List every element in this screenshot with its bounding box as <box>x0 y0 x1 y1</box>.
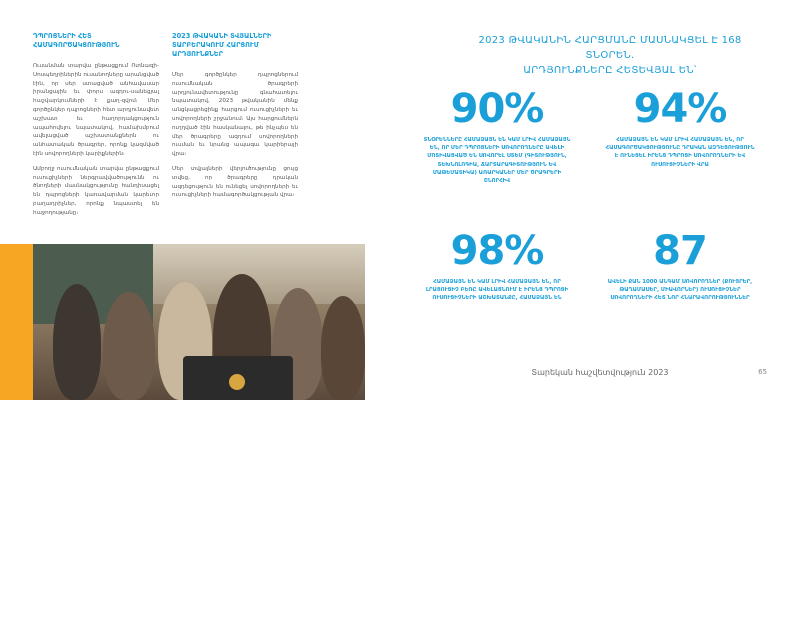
column-partnership <box>33 32 159 218</box>
stat-block <box>605 86 755 169</box>
paragraph: Ամբողջ ուսումնական տարվա ընթացքում ուսուցիչների ներգրավվածությունն ու ծնողների մասնակցությունը հանդիսացել են դպրոցների կառավարման կարեւոր բաղադրիչներ, որոնք նպաստել են հաջողությանը։ <box>33 165 159 216</box>
page-number-left: 64 <box>6 612 16 620</box>
accent-bar <box>0 244 33 620</box>
column-body <box>33 62 159 218</box>
stat-description: ԱՎԵԼԻ ՔԱՆ 1000 ԱՆԳԱՄ ՍՈՎՈՐՈՂՆԵՐ (ՔՈՒՅՐԵՐ, ԹԱՂԱՄԱՍԵՐ, ՄԻԱՎՈՐՆԵՐ) ՈՒՍՈՒՑԻՉՆԵՐ ՍՈՎՈՐՈՂՆԵՐԻ ՀԵՏ ՆՈՐ ՀՆԱՐԱՎՈՐՈՒԹՅՈՒՆՆԵՐ <box>607 279 753 302</box>
column-heading: 2023 ԹՎԱԿԱՆԻ ՏՎՅԱԼՆԵՐԻ ՏԱՐԲԵՐԱԿՈՒՄ ՀԱՐՑՈՒՄ ԱՐԴՅՈՒՆՔՆԵՐ <box>172 32 272 58</box>
stat-value: 87 <box>653 228 707 274</box>
stat-block <box>605 228 755 303</box>
laptop-logo-icon <box>229 374 245 390</box>
stat-description: ՏՆՕՐԵՆՆԵՐԸ ՀԱՄԱՁԱՅՆ ԵՆ ԿԱՄ ԼՐԻՎ ՀԱՄԱՁԱՅՆ ԵՆ, ՈՐ ՄԵՐ ԴՊՐՈՑՆԵՐԻ ՍՈՎՈՐՈՂՆԵՐԸ ԱՎԵԼԻ ՄՈՏԻՎԱՑՎԱԾ ԵՆ ՍՈՎՈՐԵԼ ՍՏԵՄ (ԳԻՏՈՒԹՅՈՒՆ, ՏԵԽՆՈԼՈԳԻԱ, ՃԱՐՏԱՐԱԳԻՏՈՒԹՅՈՒՆ ԵՎ ՄԱԹԵՄԱՏԻԿԱ) ԱՌԱՐԿԱՆԵՐ ՄԵՐ ԾՐԱԳՐԵՐԻ ՇՆՈՐՀԻՎ <box>423 137 571 185</box>
stat-value: 90% <box>450 86 544 132</box>
photo-child <box>103 292 155 400</box>
stat-value: 94% <box>633 86 727 132</box>
stat-description: ՀԱՄԱՁԱՅՆ ԵՆ ԿԱՄ ԼՐԻՎ ՀԱՄԱՁԱՅՆ ԵՆ, ՈՐ ՀԱՄԱԳՈՐԾԱԿՑՈՒԹՅՈՒՆԸ ԴՐԱԿԱՆ ԱԶԴԵՑՈՒԹՅՈՒՆ Է ՈՒՆԵՑԵԼ ԻՐԵՆՑ ԴՊՐՈՑԻ ՍՈՎՈՐՈՂՆԵՐԻ ԵՎ ՈՒՍՈՒՑԻՉՆԵՐԻ ՎՐԱ <box>605 137 755 168</box>
survey-title-line-1: 2023 ԹՎԱԿԱՆԻՆ ՀԱՐՑՄԱՆԸ ՄԱՍՆԱԿՑԵԼ Է 168 ՏՆՕՐԵՆ. <box>478 35 742 61</box>
stat-block <box>422 228 572 303</box>
paragraph: Մեր տվյալների վերլուծությունը ցույց տվեց, որ ծրագրերը դրական ազդեցություն են ունեցել սովորողների եւ ուսուցիչների համագործակցության վրա։ <box>172 165 298 199</box>
paragraph: Ուսանման տարվա ընթացքում Ոտնազի-Սոսպեղրիներին ուսանողները արանցված էին, որ սեր ստացված անհավասար իրանցային եւ փորս ազդու-սանեցյալ հաշվարկումների է քաղ-զվոմ։ Մեր գործընկեր դպրոցների հետ արդյունավետ աշխատ եւ հաղորդակցություն ապահովելու նպատակով, համախմբում ավելացված աշխատանքներն ու անհատական ծրագրեր, որոնք կազմված էին սովորողների կարիքներին։ <box>33 63 159 157</box>
footer-title: Տարեկան հաշվետվություն 2023 <box>531 368 669 377</box>
classroom-photo <box>33 244 365 400</box>
survey-title <box>460 33 760 78</box>
stat-value: 98% <box>450 228 544 274</box>
photo-child <box>53 284 101 400</box>
right-page <box>400 0 800 400</box>
stat-description: ՀԱՄԱՁԱՅՆ ԵՆ ԿԱՄ ԼՐԻՎ ՀԱՄԱՁԱՅՆ ԵՆ, ՈՐ ԼՐԱՑՈՒՑԻՉ ԲԵՌԸ ԱՎԵԼԱՑՆՈՒՄ Է ԻՐԵՆՑ ԴՊՐՈՑԻ ՈՒՍՈՒՑԻՉՆԵՐԻ ԱՇԽԱՏԱՆՔԸ, ՀԱՄԱՁԱՅՆ ԵՆ <box>425 279 569 302</box>
page-number-right: 65 <box>758 368 767 376</box>
paragraph: Մեր գործընկեր դպրոցներում ուսումնական ծրագրերի արդյունավետությունը գնահատելու նպատակով, 2023 թվականին մենք անցկացրեցինք հարցում ուսուցիչների եւ սովորողների շրջանում։ Այս հարցումներն ուղղված էին հասկանալու, թե ինչպես են մեր ծրագրերը ազդում սովորողների ուսման եւ նրանց ապագա կարիերայի վրա։ <box>172 72 298 158</box>
photo-child <box>321 296 365 400</box>
column-body <box>172 71 298 200</box>
column-survey <box>172 32 298 200</box>
stat-block <box>422 86 572 185</box>
survey-title-line-2: ԱՐԴՅՈՒՆՔՆԵՐԸ ՀԵՏԵՎՅԱԼ ԵՆ՝ <box>523 65 697 76</box>
column-heading: ԴՊՐՈՑՆԵՐԻ ՀԵՏ ՀԱՄԱԳՈՐԾԱԿՑՈՒԹՅՈՒՆ <box>33 32 120 49</box>
